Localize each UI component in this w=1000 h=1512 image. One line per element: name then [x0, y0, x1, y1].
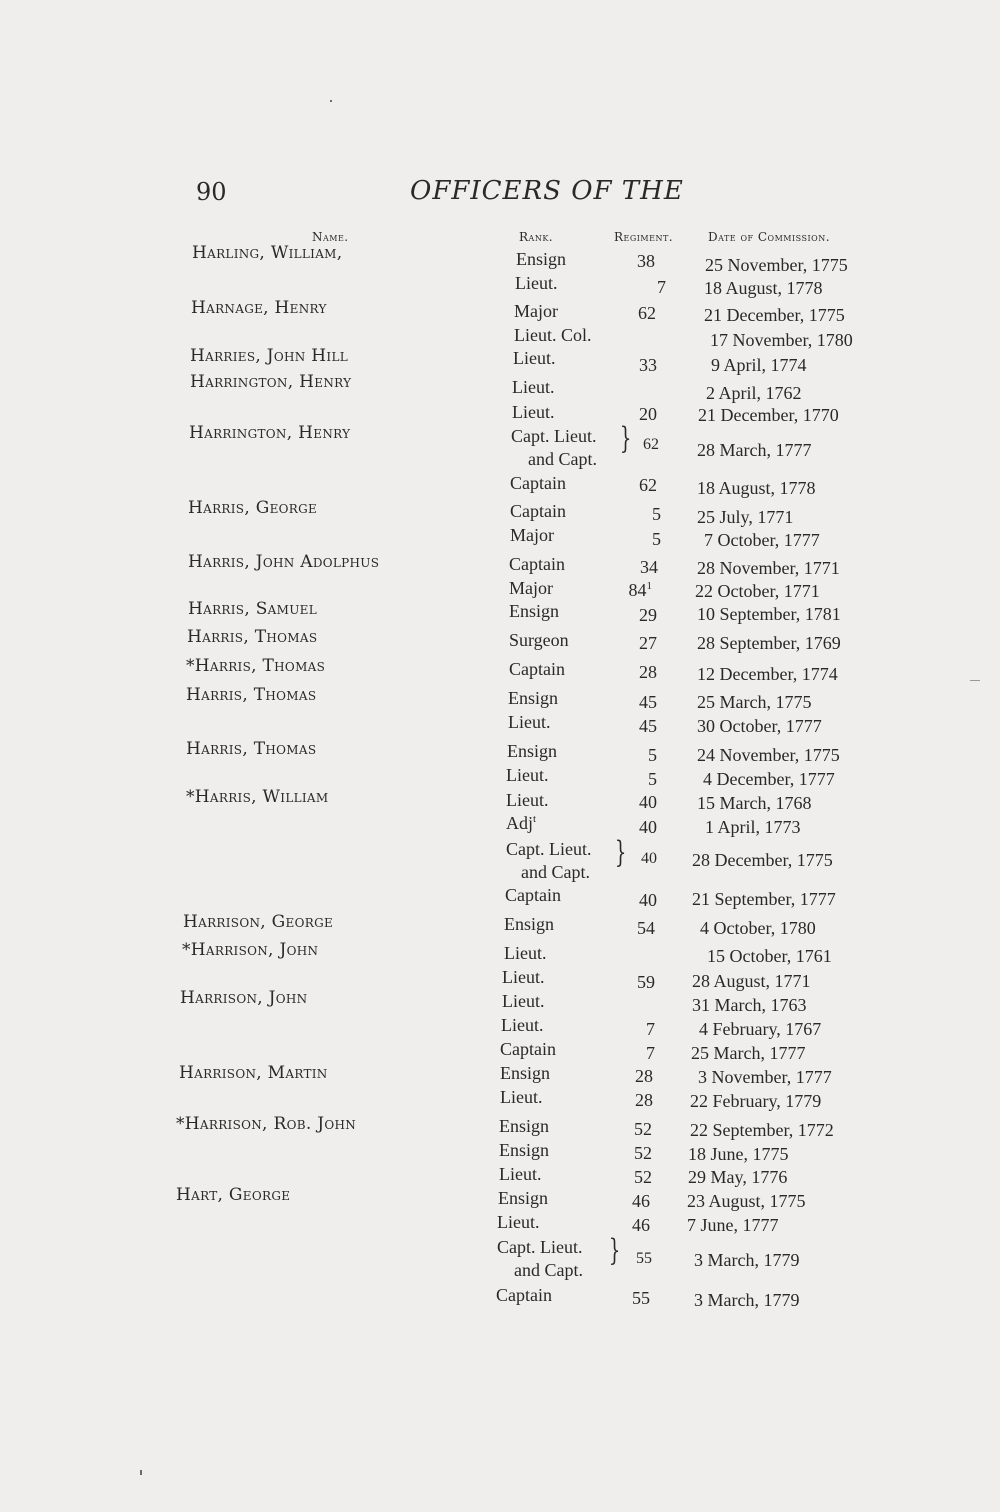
- commission-date: 28 September, 1769: [697, 633, 841, 653]
- rank: Lieut.: [500, 1087, 543, 1107]
- rank: Lieut.: [497, 1212, 540, 1232]
- rank: Captain: [505, 885, 561, 905]
- regiment: [612, 580, 652, 601]
- officer-name: Harris, George: [188, 498, 318, 518]
- rank: Ensign: [504, 914, 555, 934]
- regiment: 20: [639, 404, 657, 424]
- regiment: 55: [636, 1250, 652, 1267]
- officer-name: *Harrison, John: [182, 940, 319, 960]
- regiment: 5: [652, 529, 661, 549]
- officer-name: Harris, Thomas: [186, 739, 317, 759]
- commission-date: 21 September, 1777: [692, 889, 836, 909]
- officer-name: Harries, John Hill: [190, 346, 349, 366]
- regiment: 59: [637, 972, 655, 992]
- ink-speck: [140, 1470, 142, 1475]
- rank: Lieut.: [513, 348, 556, 368]
- rank: Captain: [509, 659, 565, 679]
- regiment: 45: [639, 692, 657, 712]
- regiment: 34: [640, 557, 658, 577]
- rank: Ensign: [508, 688, 559, 708]
- officer-name: Harris, Samuel: [188, 599, 317, 619]
- regiment: 40: [639, 792, 657, 812]
- commission-date: 1 April, 1773: [705, 817, 801, 837]
- rank: Lieut.: [515, 273, 558, 293]
- officer-name: Harris, Thomas: [186, 685, 317, 705]
- regiment: 27: [639, 633, 657, 653]
- commission-date: 21 December, 1770: [698, 405, 839, 425]
- regiment-superscript: 1: [646, 580, 652, 592]
- commission-date: 15 October, 1761: [707, 946, 832, 966]
- rank: Lieut.: [506, 765, 549, 785]
- regiment: 62: [638, 303, 656, 323]
- officer-name: Harrison, Martin: [179, 1063, 328, 1083]
- rank: Surgeon: [509, 630, 569, 650]
- commission-date: 15 March, 1768: [697, 793, 812, 813]
- officer-name: Harris, Thomas: [187, 627, 318, 647]
- grouping-brace: }: [608, 1233, 621, 1268]
- commission-date: 12 December, 1774: [697, 664, 838, 684]
- column-header-regiment: Regiment.: [614, 230, 674, 244]
- officer-name: Harrington, Henry: [189, 423, 351, 443]
- commission-date: 28 December, 1775: [692, 850, 833, 870]
- commission-date: 25 July, 1771: [697, 507, 794, 527]
- regiment: 52: [634, 1143, 652, 1163]
- rank: Lieut.: [506, 790, 549, 810]
- rank: Lieut.: [501, 1015, 544, 1035]
- officer-name: Harling, William,: [192, 243, 343, 263]
- commission-date: 9 April, 1774: [711, 355, 807, 375]
- rank: Ensign: [499, 1116, 550, 1136]
- officer-name: Harris, John Adolphus: [188, 552, 380, 572]
- rank: Ensign: [498, 1188, 549, 1208]
- regiment: 40: [641, 850, 657, 867]
- regiment: 33: [639, 355, 657, 375]
- regiment: 5: [652, 504, 661, 524]
- regiment: 38: [637, 251, 655, 271]
- rank: Lieut.: [512, 377, 555, 397]
- commission-date: 22 February, 1779: [690, 1091, 822, 1111]
- commission-date: 4 December, 1777: [703, 769, 835, 789]
- rank: Lieut.: [512, 402, 555, 422]
- officer-name: *Harris, Thomas: [186, 656, 326, 676]
- rank-superscript: t: [533, 813, 537, 825]
- commission-date: 22 October, 1771: [695, 581, 820, 601]
- rank: Ensign: [516, 249, 567, 269]
- officer-name: Harrison, John: [180, 988, 308, 1008]
- regiment: 40: [639, 890, 657, 910]
- regiment: 52: [634, 1167, 652, 1187]
- rank: Ensign: [500, 1063, 551, 1083]
- rank: Ensign: [499, 1140, 550, 1160]
- commission-date: 4 February, 1767: [699, 1019, 822, 1039]
- commission-date: 7 October, 1777: [704, 530, 820, 550]
- column-header-date: Date of Commission.: [708, 230, 831, 244]
- regiment: 62: [639, 475, 657, 495]
- rank: Lieut.: [508, 712, 551, 732]
- officer-name: Harrington, Henry: [190, 372, 352, 392]
- commission-date: 21 December, 1775: [704, 305, 845, 325]
- rank-line: Capt. Lieut.: [506, 839, 592, 859]
- commission-date: 18 August, 1778: [697, 478, 816, 498]
- commission-date: 28 March, 1777: [697, 440, 812, 460]
- regiment: 28: [639, 662, 657, 682]
- rank: Lieut.: [502, 991, 545, 1011]
- regiment: 46: [632, 1215, 650, 1235]
- grouping-brace: }: [619, 421, 632, 456]
- regiment: 54: [637, 918, 655, 938]
- commission-date: 10 September, 1781: [697, 604, 841, 624]
- commission-date: 28 November, 1771: [697, 558, 840, 578]
- officer-name: Hart, George: [176, 1185, 291, 1205]
- rank: Lieut.: [499, 1164, 542, 1184]
- rank: Ensign: [509, 601, 560, 621]
- regiment: 55: [632, 1288, 650, 1308]
- rank-line: and Capt.: [514, 1260, 583, 1280]
- commission-date: 18 August, 1778: [704, 278, 823, 298]
- regiment: 5: [648, 745, 657, 765]
- commission-date: 7 June, 1777: [687, 1215, 779, 1235]
- commission-date: 28 August, 1771: [692, 971, 811, 991]
- rank: [506, 813, 536, 834]
- margin-mark: [970, 680, 980, 681]
- rank: Ensign: [507, 741, 558, 761]
- commission-date: 31 March, 1763: [692, 995, 807, 1015]
- rank: Major: [509, 578, 553, 598]
- regiment: 7: [657, 277, 666, 297]
- rank: Captain: [510, 501, 566, 521]
- column-header-name: Name.: [312, 230, 349, 244]
- regiment: 45: [639, 716, 657, 736]
- commission-date: 30 October, 1777: [697, 716, 822, 736]
- commission-date: 2 April, 1762: [706, 383, 802, 403]
- column-header-rank: Rank.: [519, 230, 554, 244]
- commission-date: 25 March, 1775: [697, 692, 812, 712]
- rank-line: Capt. Lieut.: [497, 1237, 583, 1257]
- regiment: 62: [643, 436, 659, 453]
- officer-name: Harrison, George: [183, 912, 334, 932]
- rank-line: and Capt.: [521, 862, 590, 882]
- commission-date: 3 March, 1779: [694, 1250, 800, 1270]
- rank: Lieut.: [504, 943, 547, 963]
- regiment: 28: [635, 1090, 653, 1110]
- commission-date: 22 September, 1772: [690, 1120, 834, 1140]
- regiment: 52: [634, 1119, 652, 1139]
- regiment: 5: [648, 769, 657, 789]
- commission-date: 17 November, 1780: [710, 330, 853, 350]
- page-title: OFFICERS OF THE: [410, 176, 684, 206]
- rank: Captain: [496, 1285, 552, 1305]
- commission-date: 23 August, 1775: [687, 1191, 806, 1211]
- regiment: 28: [635, 1066, 653, 1086]
- rank-line: Capt. Lieut.: [511, 426, 597, 446]
- officer-name: *Harris, William: [186, 787, 329, 807]
- rank: Captain: [510, 473, 566, 493]
- regiment: 46: [632, 1191, 650, 1211]
- regiment: 40: [639, 817, 657, 837]
- commission-date: 3 November, 1777: [698, 1067, 832, 1087]
- rank: Captain: [500, 1039, 556, 1059]
- regiment: 7: [646, 1043, 655, 1063]
- commission-date: 4 October, 1780: [700, 918, 816, 938]
- rank-text: Adj: [506, 813, 533, 833]
- commission-date: 18 June, 1775: [688, 1144, 789, 1164]
- regiment: 7: [646, 1019, 655, 1039]
- rank: Major: [514, 301, 558, 321]
- commission-date: 24 November, 1775: [697, 745, 840, 765]
- commission-date: 3 March, 1779: [694, 1290, 800, 1310]
- rank: Major: [510, 525, 554, 545]
- officer-name: Harnage, Henry: [191, 298, 327, 318]
- regiment-number: 84: [628, 580, 647, 600]
- rank-line: and Capt.: [528, 449, 597, 469]
- rank: Lieut. Col.: [514, 325, 592, 345]
- page-number: 90: [196, 178, 227, 206]
- commission-date: 25 March, 1777: [691, 1043, 806, 1063]
- rank: Lieut.: [502, 967, 545, 987]
- ink-speck: [330, 100, 332, 102]
- commission-date: 25 November, 1775: [705, 255, 848, 275]
- regiment: 29: [639, 605, 657, 625]
- grouping-brace: }: [614, 835, 627, 870]
- commission-date: 29 May, 1776: [688, 1167, 788, 1187]
- rank: Captain: [509, 554, 565, 574]
- officer-name: *Harrison, Rob. John: [176, 1114, 357, 1134]
